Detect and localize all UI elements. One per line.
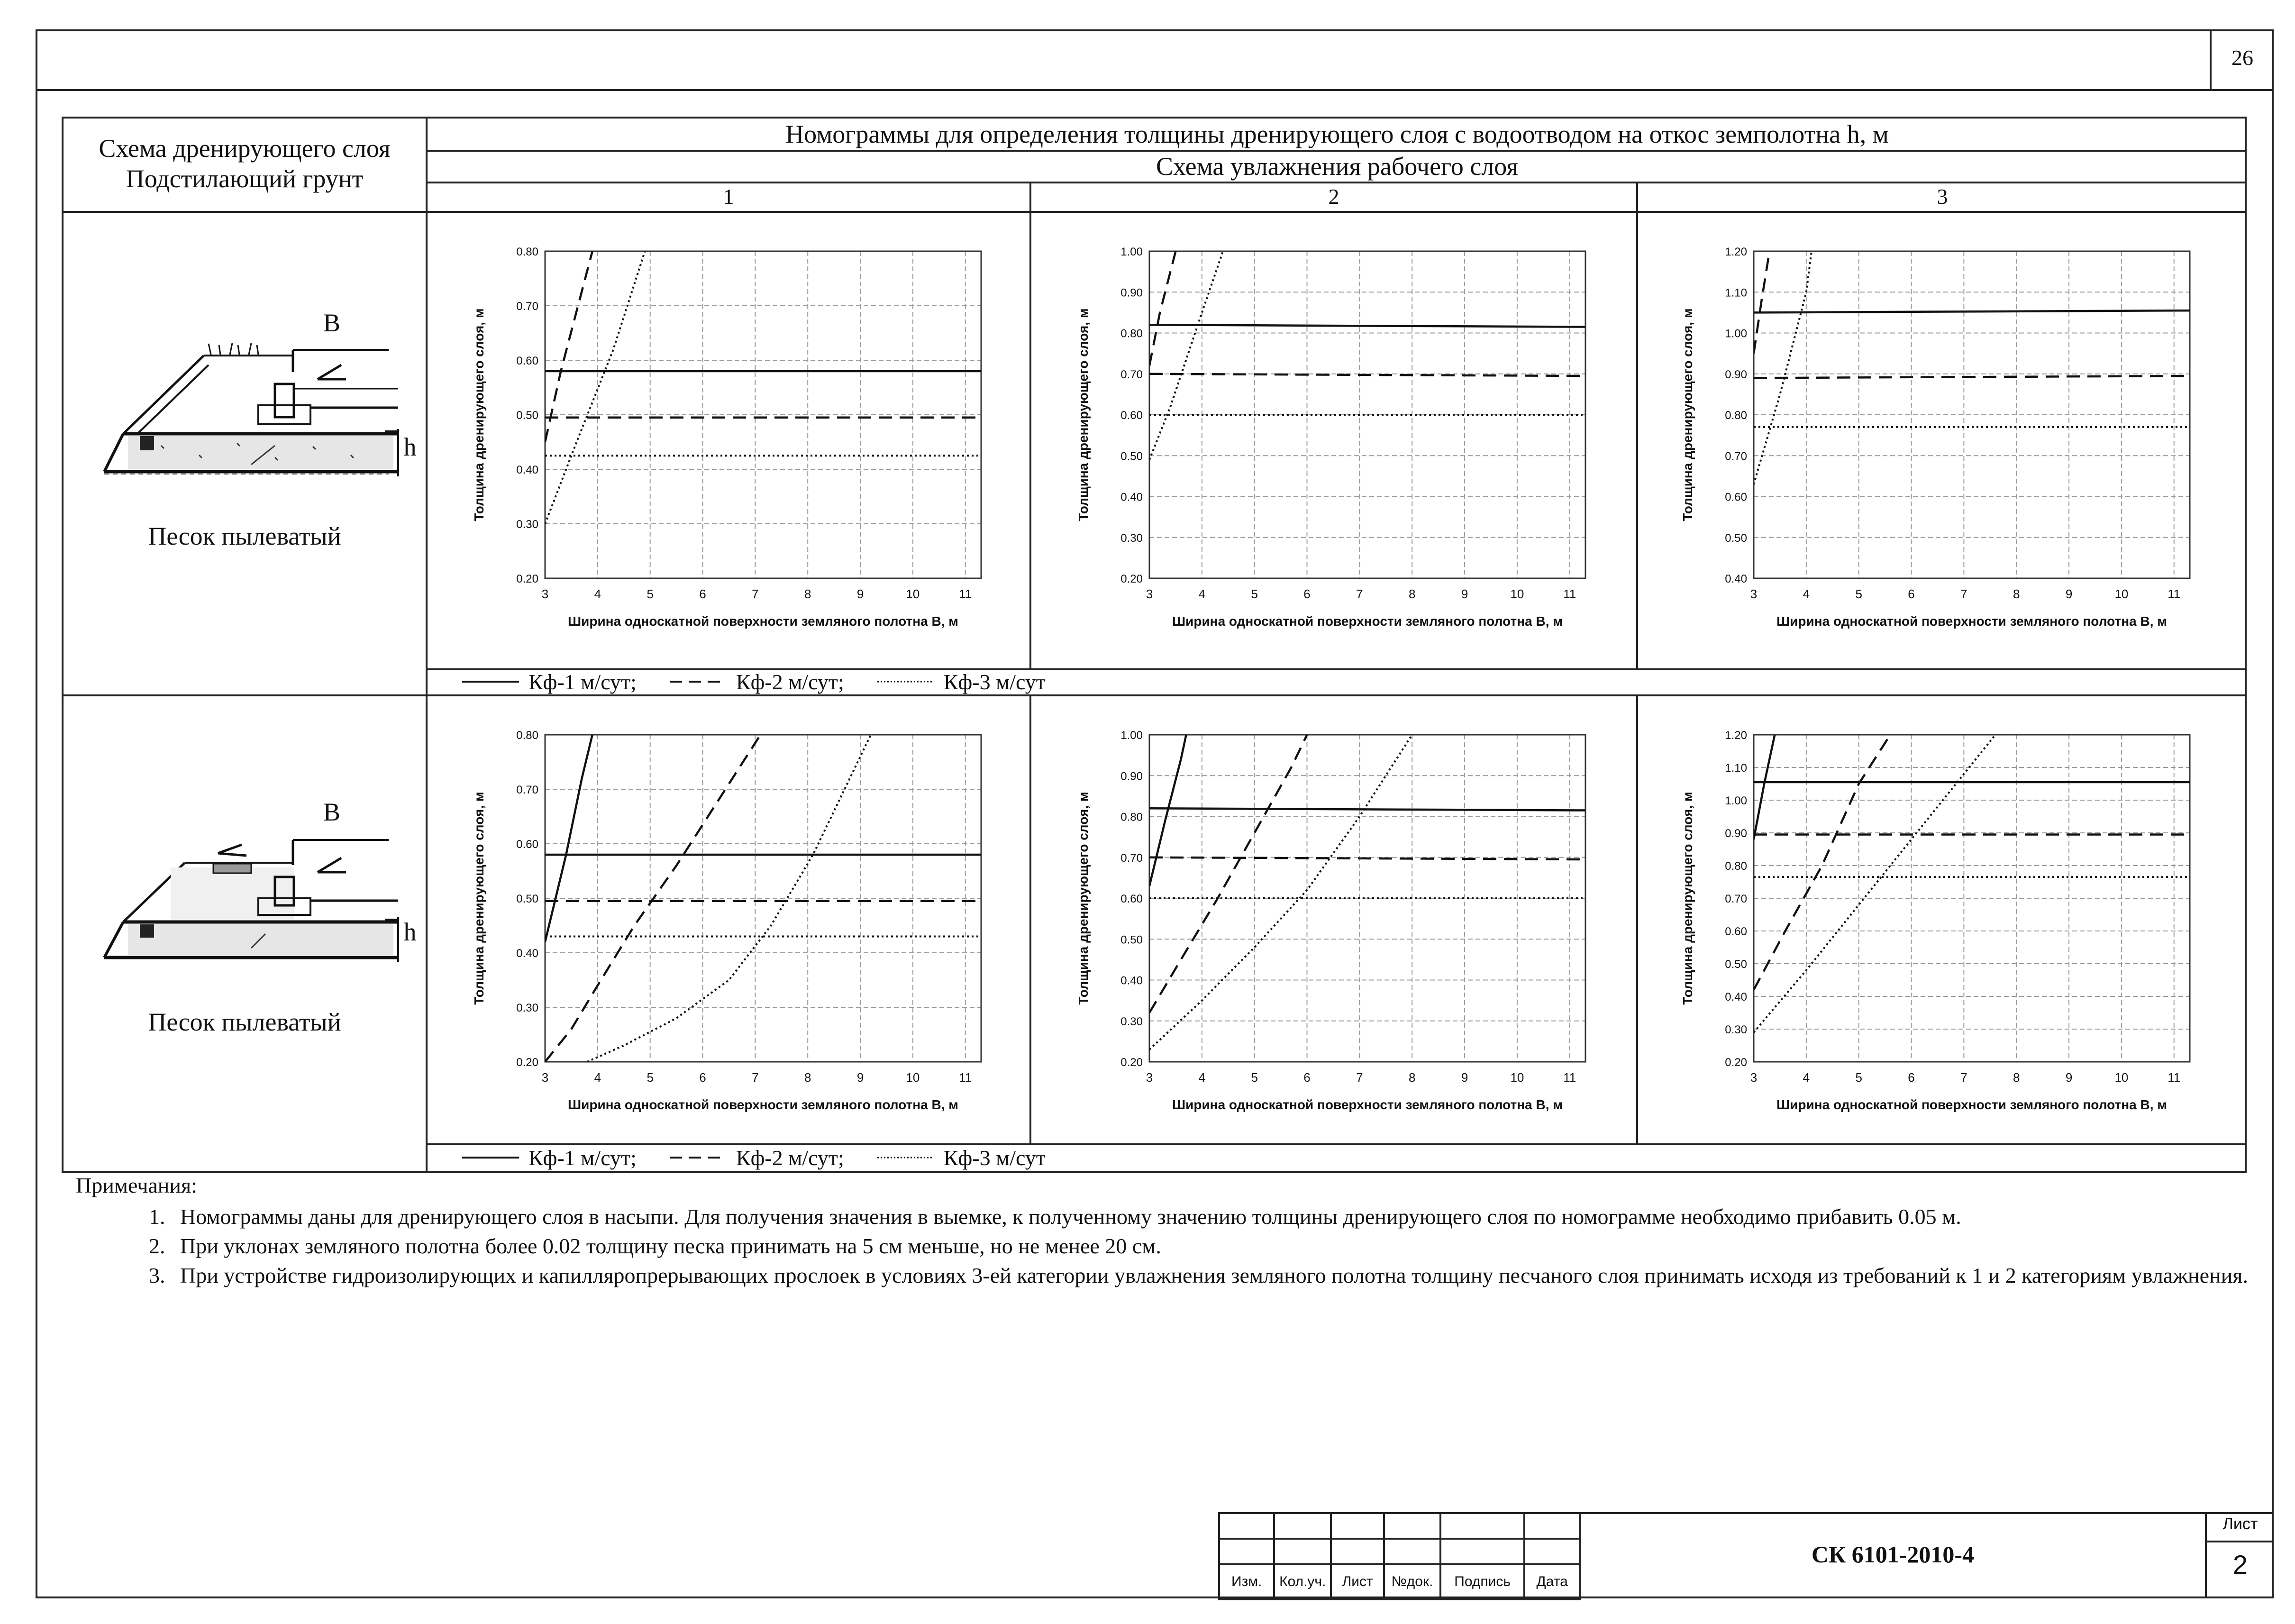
stamp-header-podpis: Подпись (1440, 1564, 1525, 1599)
legend-label-k2: Кф-2 м/сут; (736, 669, 844, 694)
y-tick-label: 0.20 (1725, 1056, 1747, 1069)
y-tick-label: 0.40 (1725, 573, 1747, 585)
legend-label-k3: Кф-3 м/сут (943, 1145, 1046, 1170)
y-tick-label: 0.60 (516, 838, 538, 851)
y-tick-label: 0.80 (516, 246, 538, 258)
x-tick-label: 3 (1750, 1070, 1758, 1085)
x-tick-label: 7 (752, 1070, 759, 1085)
y-axis-label: Толщина дренирующего слоя, м (1076, 792, 1091, 1005)
x-axis-label: Ширина односкатной поверхности земляного полотна B, м (1776, 1097, 2168, 1112)
series-line-dashed (1149, 735, 1307, 1013)
stamp-sheet-line (2205, 1541, 2274, 1542)
y-tick-label: 0.90 (1725, 368, 1747, 381)
nomogram-chart-4 (455, 721, 1014, 1128)
notes-list (76, 1202, 2256, 1290)
y-tick-label: 0.30 (1120, 1015, 1143, 1028)
legend-label-k2: Кф-2 м/сут; (736, 1145, 844, 1170)
stamp-header-kolych: Кол.уч. (1274, 1564, 1331, 1599)
x-tick-label: 9 (1461, 1070, 1468, 1085)
column-number-1: 1 (723, 184, 734, 209)
title-block-grid (1218, 1512, 1581, 1600)
y-tick-label: 0.50 (1725, 958, 1747, 971)
nomogram-chart-1 (455, 237, 1014, 645)
y-tick-label: 0.70 (516, 300, 538, 313)
y-tick-label: 1.00 (1725, 794, 1747, 807)
y-tick-label: 0.70 (1725, 450, 1747, 463)
y-tick-label: 0.40 (516, 464, 538, 476)
series-line-dashed (1754, 251, 1769, 354)
y-tick-label: 0.90 (1725, 827, 1747, 840)
y-tick-label: 0.80 (1120, 327, 1143, 340)
sheet-number: 2 (2232, 1550, 2248, 1579)
y-tick-label: 1.20 (1725, 246, 1747, 258)
stamp-header-list: Лист (1331, 1564, 1384, 1599)
x-tick-label: 3 (1750, 587, 1758, 601)
series-line-dotted (1149, 735, 1412, 1049)
x-tick-label: 7 (752, 587, 759, 601)
columns-row-line (62, 211, 2247, 213)
x-tick-label: 11 (2168, 587, 2181, 601)
legend-dotted-line-icon (877, 679, 934, 684)
x-tick-label: 9 (856, 1070, 864, 1085)
y-tick-label: 1.00 (1725, 327, 1747, 340)
x-tick-label: 5 (1855, 1070, 1862, 1085)
y-tick-label: 0.70 (1120, 851, 1143, 865)
x-tick-label: 11 (1563, 1070, 1576, 1085)
x-axis-label: Ширина односкатной поверхности земляного полотна B, м (1776, 614, 2168, 629)
legend-row-1 (462, 669, 1079, 694)
legend-item-k2 (670, 669, 844, 694)
y-tick-label: 0.70 (516, 784, 538, 796)
legend-item-k2 (670, 1145, 844, 1170)
x-tick-label: 10 (2114, 587, 2129, 601)
x-tick-label: 11 (959, 587, 972, 601)
x-tick-label: 10 (906, 587, 920, 601)
drainage-scheme-2 (95, 820, 427, 976)
legend-solid-line-icon (462, 1155, 519, 1160)
x-tick-label: 7 (1960, 1070, 1967, 1085)
y-axis-label: Толщина дренирующего слоя, м (472, 792, 486, 1005)
left-header-line1: Схема дренирующего слоя (99, 134, 391, 163)
x-axis-label: Ширина односкатной поверхности земляного полотна B, м (1172, 1097, 1563, 1112)
series-line-dotted (1149, 251, 1223, 460)
x-tick-label: 8 (1408, 587, 1416, 601)
scheme-2-label-h: h (403, 918, 417, 946)
y-tick-label: 0.60 (1120, 409, 1143, 422)
legend-solid-line-icon (462, 679, 519, 684)
x-tick-label: 8 (2013, 1070, 2020, 1085)
y-tick-label: 1.00 (1120, 246, 1143, 258)
series-line-dotted (545, 251, 645, 524)
x-tick-label: 9 (1461, 587, 1468, 601)
y-tick-label: 0.90 (1120, 286, 1143, 300)
y-axis-label: Толщина дренирующего слоя, м (1680, 308, 1695, 521)
y-tick-label: 0.20 (1120, 573, 1143, 585)
x-tick-label: 10 (2114, 1070, 2129, 1085)
legend-dotted-line-icon (877, 1155, 934, 1160)
y-tick-label: 0.60 (1725, 925, 1747, 938)
stamp-header-ndok: №док. (1384, 1564, 1440, 1599)
y-axis-label: Толщина дренирующего слоя, м (472, 308, 486, 521)
top-strip-line (36, 89, 2274, 91)
x-axis-label: Ширина односкатной поверхности земляного полотна B, м (567, 1097, 959, 1112)
series-line-dotted (1754, 251, 1812, 484)
scheme-1-label-h: h (403, 433, 417, 461)
x-tick-label: 6 (1908, 587, 1915, 601)
table-left-column-divider (426, 117, 428, 1173)
x-axis-label: Ширина односкатной поверхности земляного полотна B, м (567, 614, 959, 629)
nomogram-chart-3 (1664, 237, 2223, 645)
legend-dashed-line-icon (670, 679, 727, 684)
note-item-2: 2. При уклонах земляного полотна более 0.02 толщину песка принимать на 5 см меньше, но не менее 20 см. (171, 1232, 2256, 1261)
x-tick-label: 4 (1803, 1070, 1810, 1085)
y-tick-label: 0.20 (1120, 1056, 1143, 1069)
y-tick-label: 0.50 (1120, 450, 1143, 463)
y-tick-label: 0.80 (1725, 409, 1747, 422)
x-tick-label: 4 (1803, 587, 1810, 601)
legend-item-k1 (462, 1145, 637, 1170)
x-tick-label: 9 (856, 587, 864, 601)
x-tick-label: 5 (1251, 587, 1258, 601)
note-item-1: 1. Номограммы даны для дренирующего слоя в насыпи. Для получения значения в выемке, к полученному значению толщины дренирующего слоя по номограмме необходимо прибавить 0.05 м. (171, 1202, 2256, 1232)
left-header-line2: Подстилающий грунт (126, 164, 364, 193)
x-tick-label: 8 (2013, 587, 2020, 601)
series-line-solid (1149, 808, 1585, 810)
series-line-dashed (1149, 858, 1585, 859)
legend-item-k3 (877, 669, 1046, 694)
y-tick-label: 1.00 (1120, 729, 1143, 742)
y-tick-label: 0.60 (516, 355, 538, 367)
x-tick-label: 11 (959, 1070, 972, 1085)
x-tick-label: 3 (1146, 587, 1153, 601)
y-tick-label: 0.20 (516, 1056, 538, 1069)
legend-label-k1: Кф-1 м/сут; (528, 1145, 637, 1170)
y-tick-label: 0.70 (1725, 893, 1747, 905)
y-tick-label: 0.40 (516, 947, 538, 960)
table-subtitle: Схема увлажнения рабочего слоя (1156, 152, 1519, 181)
soil-label-1: Песок пылеватый (148, 522, 341, 550)
series-line-dotted (1754, 735, 1995, 1032)
y-tick-label: 0.90 (1120, 770, 1143, 783)
nomogram-chart-5 (1059, 721, 1619, 1128)
column-number-2: 2 (1328, 184, 1339, 209)
y-tick-label: 1.10 (1725, 286, 1747, 300)
series-line-solid (1754, 735, 1775, 839)
legend-label-k1: Кф-1 м/сут; (528, 669, 637, 694)
y-tick-label: 0.60 (1120, 893, 1143, 905)
series-line-solid (1149, 735, 1186, 886)
sheet-label: Лист (2222, 1515, 2258, 1533)
y-tick-label: 0.40 (1725, 991, 1747, 1004)
y-tick-label: 0.50 (1725, 531, 1747, 545)
series-line-solid (1149, 325, 1585, 327)
x-tick-label: 11 (2168, 1070, 2181, 1085)
x-tick-label: 8 (1408, 1070, 1416, 1085)
legend-label-k3: Кф-3 м/сут (943, 669, 1046, 694)
document-code: СК 6101-2010-4 (1811, 1541, 1975, 1568)
y-tick-label: 0.70 (1120, 368, 1143, 381)
x-tick-label: 8 (804, 587, 811, 601)
y-tick-label: 0.40 (1120, 491, 1143, 504)
y-tick-label: 0.80 (516, 729, 538, 742)
soil-label-2: Песок пылеватый (148, 1008, 341, 1036)
x-tick-label: 4 (594, 1070, 601, 1085)
page-number: 26 (2231, 46, 2253, 70)
x-tick-label: 5 (1251, 1070, 1258, 1085)
x-tick-label: 10 (1510, 587, 1524, 601)
x-tick-label: 8 (804, 1070, 811, 1085)
x-tick-label: 6 (1303, 1070, 1311, 1085)
x-tick-label: 5 (647, 1070, 654, 1085)
column-divider-4 (1636, 694, 1638, 1145)
row-separator (62, 694, 2247, 696)
legend-item-k3 (877, 1145, 1046, 1170)
stamp-header-data: Дата (1524, 1564, 1580, 1599)
series-line-dashed (1149, 251, 1175, 366)
series-line-solid (545, 735, 592, 942)
y-tick-label: 0.50 (516, 893, 538, 905)
y-axis-label: Толщина дренирующего слоя, м (1680, 792, 1695, 1005)
y-tick-label: 0.30 (1725, 1023, 1747, 1036)
y-tick-label: 1.10 (1725, 762, 1747, 775)
y-tick-label: 0.80 (1725, 860, 1747, 873)
y-tick-label: 0.20 (516, 573, 538, 585)
x-tick-label: 4 (1198, 1070, 1206, 1085)
legend-item-k1 (462, 669, 637, 694)
y-tick-label: 0.30 (516, 1002, 538, 1014)
x-tick-label: 5 (1855, 587, 1862, 601)
column-divider-2 (1636, 182, 1638, 670)
column-divider-1 (1029, 182, 1031, 670)
nomogram-chart-2 (1059, 237, 1619, 645)
x-tick-label: 3 (541, 1070, 549, 1085)
y-tick-label: 1.20 (1725, 729, 1747, 742)
x-axis-label: Ширина односкатной поверхности земляного полотна B, м (1172, 614, 1563, 629)
x-tick-label: 9 (2065, 1070, 2073, 1085)
x-tick-label: 6 (1908, 1070, 1915, 1085)
y-tick-label: 0.80 (1120, 811, 1143, 824)
legend-row-2 (462, 1145, 1079, 1170)
x-tick-label: 6 (699, 587, 706, 601)
y-tick-label: 0.30 (1120, 531, 1143, 545)
y-tick-label: 0.60 (1725, 491, 1747, 504)
column-divider-3 (1029, 694, 1031, 1145)
x-tick-label: 9 (2065, 587, 2073, 601)
table-title: Номограммы для определения толщины дренирующего слоя с водоотводом на откос земполотна h, м (785, 120, 1889, 148)
y-tick-label: 0.50 (516, 409, 538, 422)
column-number-3: 3 (1937, 184, 1948, 209)
x-tick-label: 5 (647, 587, 654, 601)
x-tick-label: 11 (1563, 587, 1576, 601)
subtitle-row-line (426, 182, 2247, 183)
note-item-3: 3. При устройстве гидроизолирующих и капилляропрерывающих прослоек в условиях 3-ей категории увлажнения земляного полотна толщину песчаного слоя принимать исходя из требований к 1 и 2 категориям увлажнения. (171, 1261, 2256, 1290)
x-tick-label: 7 (1356, 1070, 1363, 1085)
scheme-2-label-b: B (323, 798, 341, 826)
nomogram-chart-6 (1664, 721, 2223, 1128)
x-tick-label: 10 (906, 1070, 920, 1085)
x-tick-label: 3 (1146, 1070, 1153, 1085)
y-tick-label: 0.50 (1120, 933, 1143, 947)
series-line-dashed (1754, 376, 2190, 378)
x-tick-label: 4 (594, 587, 601, 601)
y-axis-label: Толщина дренирующего слоя, м (1076, 308, 1091, 521)
series-line-solid (1754, 310, 2190, 312)
x-tick-label: 7 (1960, 587, 1967, 601)
drainage-scheme-1 (95, 294, 427, 493)
series-line-dashed (1149, 374, 1585, 376)
y-tick-label: 0.40 (1120, 974, 1143, 987)
stamp-header-izm: Изм. (1219, 1564, 1274, 1599)
legend-dashed-line-icon (670, 1155, 727, 1160)
series-line-dashed (545, 251, 592, 442)
x-tick-label: 6 (699, 1070, 706, 1085)
x-tick-label: 3 (541, 587, 549, 601)
x-tick-label: 4 (1198, 587, 1206, 601)
y-tick-label: 0.30 (516, 518, 538, 531)
scheme-1-label-b: B (323, 309, 341, 337)
notes-title: Примечания: (76, 1173, 197, 1197)
x-tick-label: 6 (1303, 587, 1311, 601)
x-tick-label: 10 (1510, 1070, 1524, 1085)
x-tick-label: 7 (1356, 587, 1363, 601)
notes-block (76, 1171, 2256, 1290)
